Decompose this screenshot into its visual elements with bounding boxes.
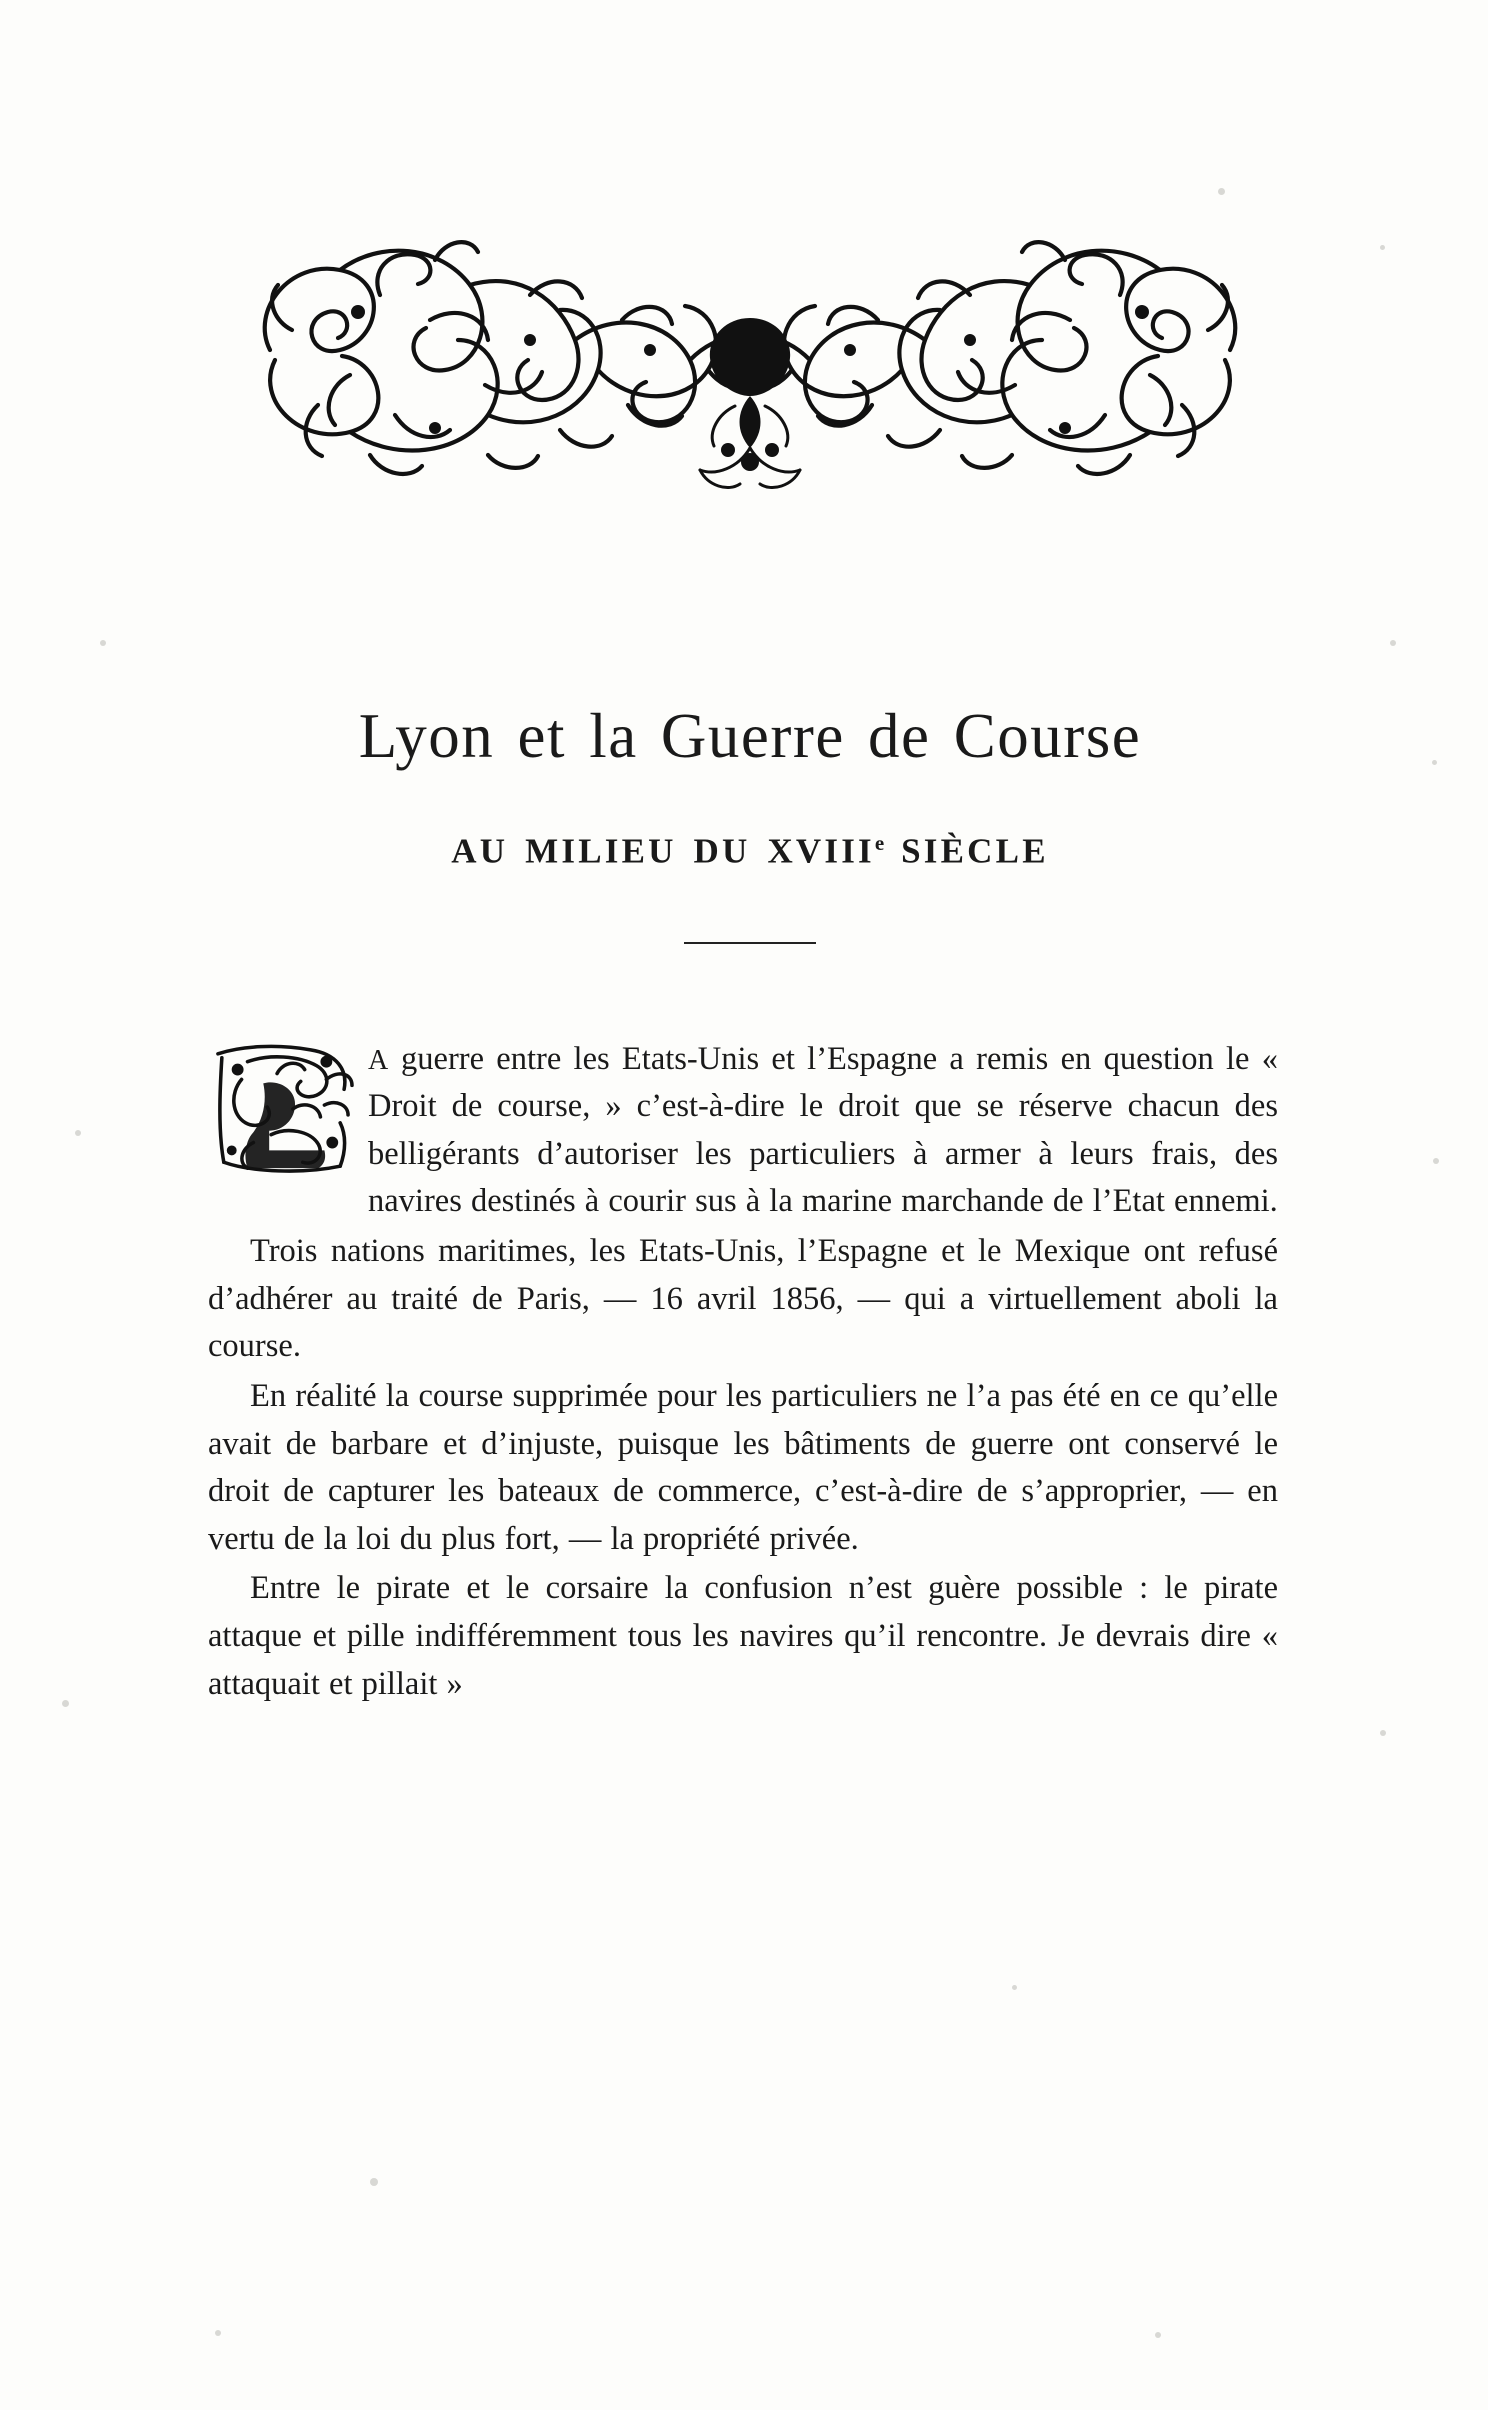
paragraph-1 [208,1036,1278,1226]
scan-speck [370,2178,378,2186]
paragraph-2: Trois nations maritimes, les Etats-Unis, l’Espagne et le Mexique ont refusé d’adhérer au traité de Paris, — 16 avril 1856, — qui a virtuellement aboli la course. [208,1233,1278,1365]
scan-speck [1012,1985,1017,1990]
paragraph-3: En réalité la course supprimée pour les particuliers ne l’a pas été en ce qu’elle avait de barbare et d’injuste, puisque les bâtiments de guerre ont conservé le droit de capturer les bateaux de commerce, c’est-à-dire de s’approprier, — en vertu de la loi du plus fort, — la propriété privée. [208,1377,1278,1557]
scan-speck [1380,245,1385,250]
subtitle-prefix: AU MILIEU DU XVIII [451,831,875,871]
scan-speck [100,640,106,646]
scan-speck [75,1130,81,1136]
title-divider [684,942,816,944]
page-content [200,0,1300,1708]
scan-speck [1155,2332,1161,2338]
paragraph-4: Entre le pirate et le corsaire la confusion n’est guère possible : le pirate attaque et pille indifféremment tous les navires qu’il rencontre. Je devrais dire « attaquait et pillait » [208,1570,1278,1702]
scan-speck [1433,1158,1439,1164]
subtitle-suffix: SIÈCLE [884,831,1049,871]
scan-speck [1390,640,1396,646]
floral-headpiece-ornament [230,200,1270,500]
paragraph-1-lead: A [368,1044,389,1076]
page-subtitle [200,831,1300,872]
scan-speck [215,2330,221,2336]
body-text [200,1036,1278,1709]
scan-speck [1432,760,1437,765]
subtitle-ordinal: e [874,831,885,855]
scan-speck [1380,1730,1386,1736]
page-title: Lyon et la Guerre de Course [358,701,1142,771]
decorative-dropcap-L [208,1040,356,1180]
scan-speck [62,1700,69,1707]
paragraph-1-text: guerre entre les Etats-Unis et l’Espagne a remis en question le « Droit de course, » c’est-à-dire le droit que se réserve chacun des belligérants d’autoriser les particuliers à armer à leurs frais, des navires destinés à courir sus à la marine marchande de l’Etat ennemi. [368,1040,1278,1220]
